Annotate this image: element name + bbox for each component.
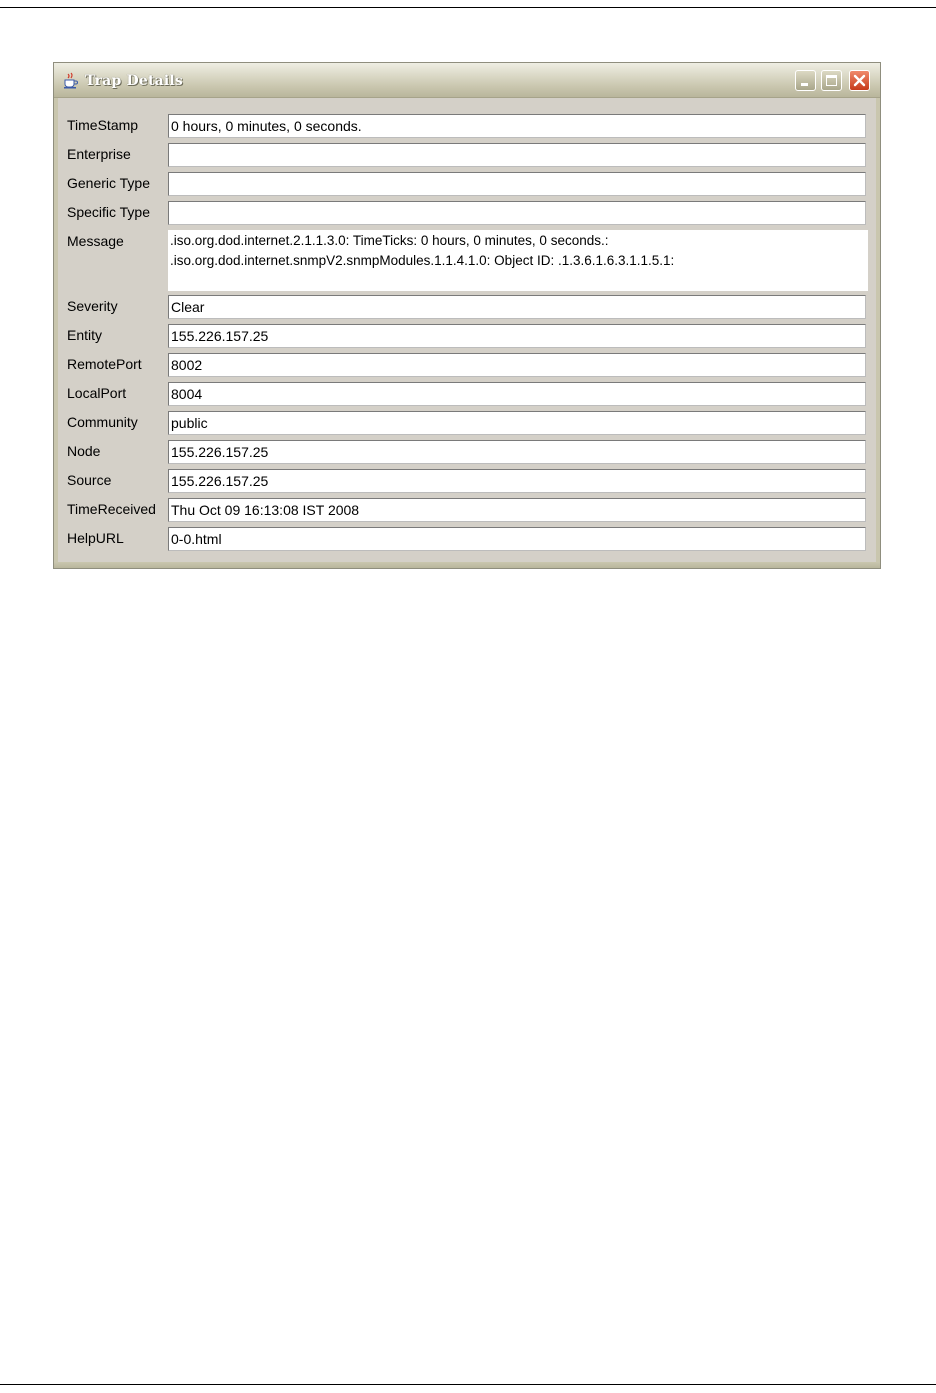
row-source [58, 469, 876, 493]
local-port-label: LocalPort [67, 385, 127, 401]
timestamp-field[interactable]: 0 hours, 0 minutes, 0 seconds. [168, 114, 866, 138]
specific-type-field[interactable] [168, 201, 866, 225]
window-frame-bottom [54, 562, 880, 568]
message-label: Message [67, 233, 124, 249]
title-bar[interactable] [54, 63, 880, 98]
minimize-button[interactable] [795, 70, 816, 91]
generic-type-field[interactable] [168, 172, 866, 196]
timestamp-label: TimeStamp [67, 117, 139, 133]
row-help-url [58, 527, 876, 551]
close-icon [853, 74, 866, 87]
page-bottom-rule [0, 1384, 936, 1385]
row-remote-port [58, 353, 876, 377]
community-field[interactable]: public [168, 411, 866, 435]
row-entity [58, 324, 876, 348]
row-local-port [58, 382, 876, 406]
generic-type-label: Generic Type [67, 175, 151, 191]
row-enterprise [58, 143, 876, 167]
trap-details-window [53, 62, 881, 569]
entity-label: Entity [67, 327, 103, 343]
message-area[interactable] [168, 230, 868, 291]
enterprise-label: Enterprise [67, 146, 131, 162]
enterprise-field[interactable] [168, 143, 866, 167]
source-field[interactable]: 155.226.157.25 [168, 469, 866, 493]
source-label: Source [67, 472, 112, 488]
help-url-label: HelpURL [67, 530, 124, 546]
node-field[interactable]: 155.226.157.25 [168, 440, 866, 464]
time-received-field[interactable]: Thu Oct 09 16:13:08 IST 2008 [168, 498, 866, 522]
row-specific-type [58, 201, 876, 225]
java-cup-icon [62, 72, 79, 89]
row-timestamp [58, 114, 876, 138]
message-line: .iso.org.dod.internet.2.1.1.3.0: TimeTicks: 0 hours, 0 minutes, 0 seconds.: [170, 233, 609, 248]
help-url-field[interactable]: 0-0.html [168, 527, 866, 551]
page-top-rule [0, 7, 936, 8]
row-time-received [58, 498, 876, 522]
maximize-button[interactable] [821, 70, 842, 91]
specific-type-label: Specific Type [67, 204, 151, 220]
minimize-icon [801, 83, 808, 86]
row-community [58, 411, 876, 435]
local-port-field[interactable]: 8004 [168, 382, 866, 406]
row-severity [58, 295, 876, 319]
severity-field[interactable]: Clear [168, 295, 866, 319]
row-generic-type [58, 172, 876, 196]
community-label: Community [67, 414, 138, 430]
window-title: Trap Details [85, 73, 184, 89]
node-label: Node [67, 443, 101, 459]
message-line: .iso.org.dod.internet.snmpV2.snmpModules.1.1.4.1.0: Object ID: .1.3.6.1.6.3.1.1.5.1: [170, 253, 675, 268]
maximize-icon [826, 75, 837, 86]
row-message [58, 230, 876, 291]
trap-details-form [58, 103, 876, 561]
window-frame-right [876, 98, 880, 562]
time-received-label: TimeReceived [67, 501, 156, 517]
close-button[interactable] [849, 70, 870, 91]
remote-port-field[interactable]: 8002 [168, 353, 866, 377]
severity-label: Severity [67, 298, 118, 314]
remote-port-label: RemotePort [67, 356, 142, 372]
entity-field[interactable]: 155.226.157.25 [168, 324, 866, 348]
row-node [58, 440, 876, 464]
